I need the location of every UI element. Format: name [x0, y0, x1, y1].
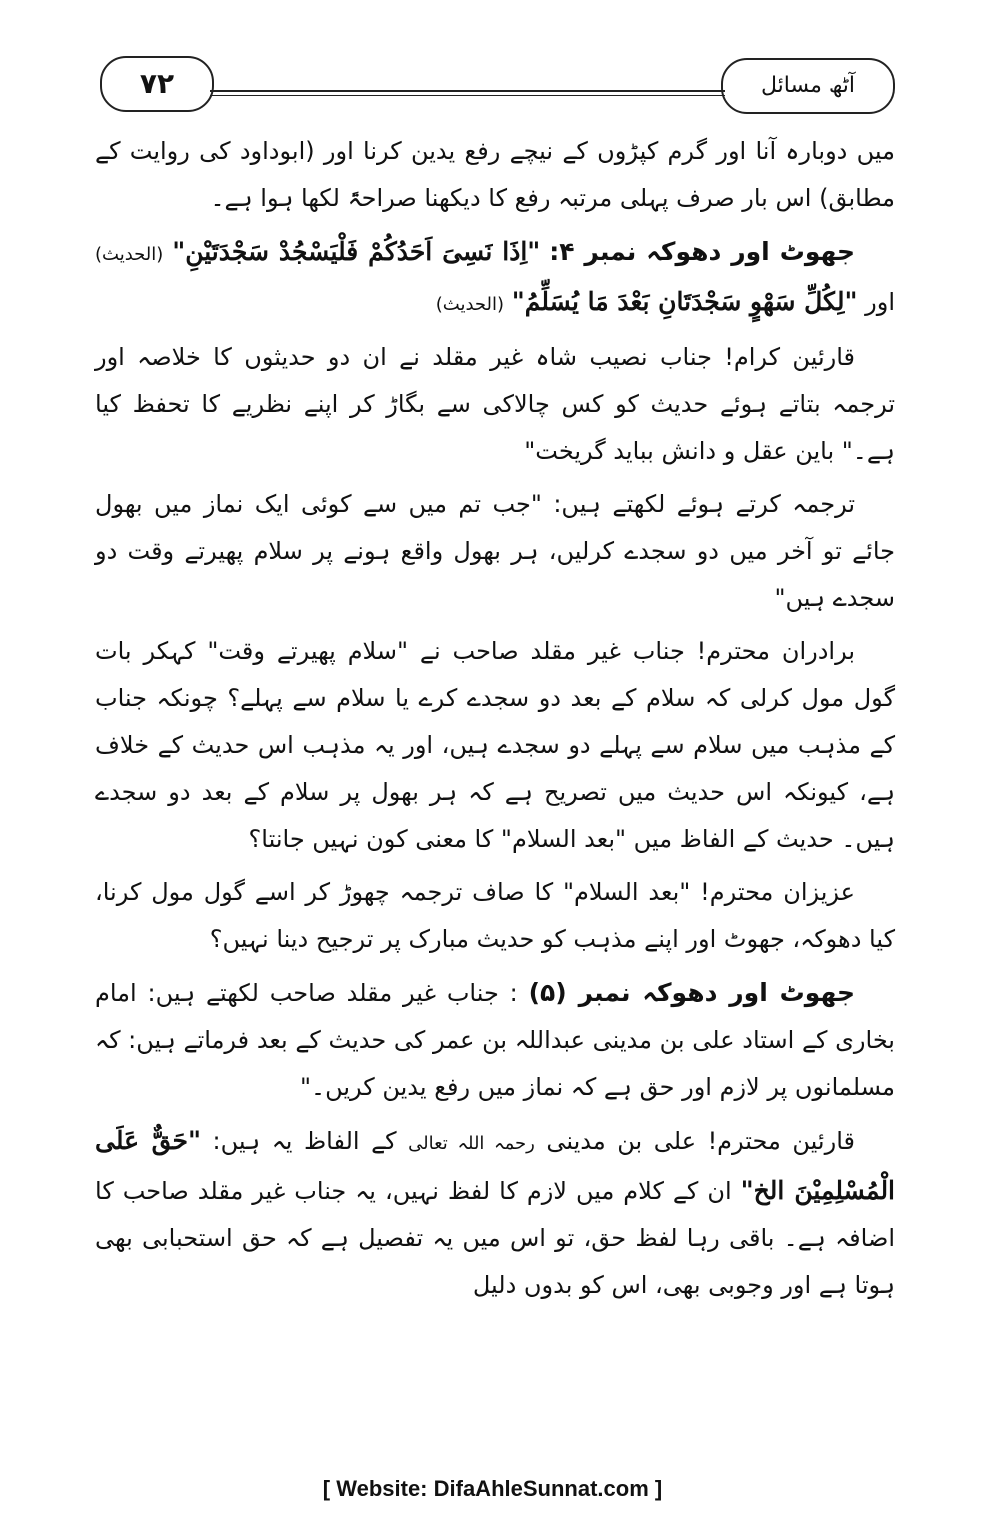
hadith-quote-2: "لِکُلِّ سَھْوٍ سَجْدَتَانِ بَعْدَ مَا یُسَلِّمُ"	[511, 287, 858, 316]
body-text	[95, 128, 895, 1315]
paragraph-4: ترجمہ کرتے ہوئے لکھتے ہیں: "جب تم میں سے کوئی ایک نماز میں بھول جائے تو آخر میں دو سجدے کرلیں، ہر بھول واقع ہونے پر سلام پھیرتے وقت دو سجدے ہیں"	[95, 490, 895, 612]
paragraph-5: برادران محترم! جناب غیر مقلد صاحب نے "سلام پھیرتے وقت" کہکر بات گول مول کرلی کہ سلام کے بعد دو سجدے کرے یا سلام سے پہلے؟ چونکہ جناب کے مذہب میں سلام سے پہلے دو سجدے ہیں، اور یہ مذہب اس حدیث کے خلاف ہے، کیونکہ اس حدیث میں تصریح ہے کہ ہر بھول پر سلام کے بعد دو سجدے ہیں۔ حدیث کے الفاظ میں "بعد السلام" کا معنی کون نہیں جانتا؟	[95, 637, 896, 853]
paragraph-7-text: : جناب غیر مقلد صاحب لکھتے ہیں: امام بخاری کے استاد علی بن مدینی عبداللہ بن عمر کی حدیث کے بعد فرماتے ہیں: کہ مسلمانوں پر لازم اور حق ہے کہ نماز میں رفع یدین کریں۔"	[95, 979, 895, 1101]
running-title: آٹھ مسائل	[721, 58, 895, 114]
paragraph-8-start: قارئین محترم! علی بن مدینی	[546, 1127, 855, 1155]
conjunction-and: اور	[865, 288, 895, 316]
arabic-quote: "حَقٌّ عَلَی الْمُسْلِمِیْنَ الخ"	[95, 1126, 896, 1205]
hadith-label-2: (الحدیث)	[435, 294, 505, 315]
paragraph-6: عزیزان محترم! "بعد السلام" کا صاف ترجمہ چھوڑ کر اسے گول مول کرنا، کیا دھوکہ، جھوٹ اور اپنے مذہب کو حدیث مبارک پر ترجیح دینا نہیں؟	[95, 878, 895, 953]
page-number: ۷۲	[100, 56, 214, 112]
paragraph-1: میں دوبارہ آنا اور گرم کپڑوں کے نیچے رفع یدین کرنا اور (ابوداود کی روایت کے مطابق) اس بار صرف پہلی مرتبہ رفع کا دیکھنا صراحۃً لکھا ہوا ہے۔	[95, 137, 895, 212]
paragraph-3: قارئین کرام! جناب نصیب شاہ غیر مقلد نے ان دو حدیثوں کا خلاصہ اور ترجمہ بتاتے ہوئے حدیث کو کس چالاکی سے بگاڑ کر اپنے نظریے کا تحفظ کیا ہے۔" باین عقل و دانش بباید گریخت"	[95, 343, 895, 465]
paragraph-8-mid: کے الفاظ یہ ہیں:	[212, 1127, 397, 1155]
paragraph-8-end: ان کے کلام میں لازم کا لفظ نہیں، یہ جناب غیر مقلد صاحب کا اضافہ ہے۔ باقی رہا لفظ حق، تو اس میں یہ تفصیل ہے کہ حق استحبابی بھی ہوتا ہے اور وجوبی بھی، اس کو بدوں دلیل	[95, 1177, 895, 1299]
heading-lie-5: جھوٹ اور دھوکہ نمبر (۵)	[528, 978, 855, 1007]
hadith-quote-1: "اِذَا نَسِیَ اَحَدُکُمْ فَلْیَسْجُدْ سَجْدَتَیْنِ"	[172, 237, 541, 266]
paragraph-7	[95, 969, 895, 1111]
honorific: رحمہ اللہ تعالی	[408, 1133, 535, 1154]
paragraph-8	[95, 1117, 895, 1309]
hadith-label-1: (الحدیث)	[95, 244, 164, 265]
header-rule	[210, 90, 725, 92]
heading-lie-4: جھوٹ اور دھوکہ نمبر ۴:	[549, 237, 856, 266]
paragraph-2	[95, 228, 895, 328]
website-footer: [ Website: DifaAhleSunnat.com ]	[322, 1476, 663, 1501]
page-header	[70, 48, 925, 118]
